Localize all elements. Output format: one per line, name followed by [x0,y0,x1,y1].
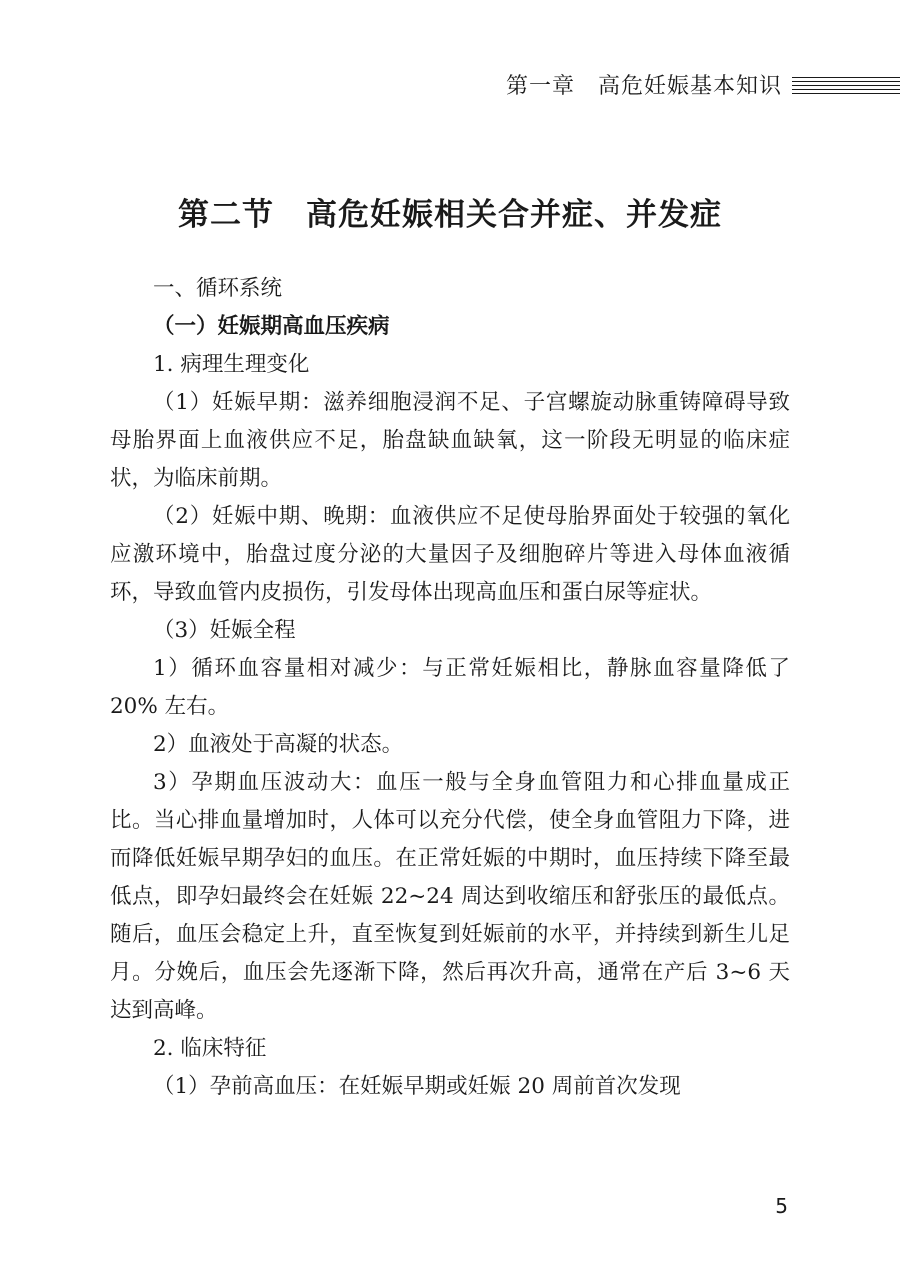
chapter-label: 第一章 高危妊娠基本知识 [505,74,782,99]
heading-pathophysiology: 1. 病理生理变化 [153,352,310,377]
list-item-blood-pressure: 3）孕期血压波动大：血压一般与全身血管阻力和心排血量成正比。当心排血量增加时，人体可以充分代偿，使全身血管阻力下降，进而降低妊娠早期孕妇的血压。在正常妊娠的中期时，血压持续下降至最低点，即孕妇最终会在妊娠 22~24 周达到收缩压和舒张压的最低点。随后，血压会稳定上升，直至恢复到妊娠前的水平，并持续到新生儿足月。分娩后，血压会先逐渐下降，然后再次升高，通常在产后 3~6 天达到高峰。 [110,770,790,1023]
paragraph-early-pregnancy: （1）妊娠早期：滋养细胞浸润不足、子宫螺旋动脉重铸障碍导致母胎界面上血液供应不足，胎盘缺血缺氧，这一阶段无明显的临床症状，为临床前期。 [110,390,790,491]
body-text [110,270,790,1106]
running-header [0,72,900,102]
heading-circulatory-system: 一、循环系统 [153,276,283,301]
list-item-blood-volume: 1）循环血容量相对减少：与正常妊娠相比，静脉血容量降低了 20% 左右。 [110,656,790,719]
section-title: 第二节 高危妊娠相关合并症、并发症 [178,196,722,233]
heading-hypertensive-disorders: （一）妊娠期高血压疾病 [153,314,390,339]
heading-clinical-features: 2. 临床特征 [153,1036,267,1061]
paragraph-whole-pregnancy: （3）妊娠全程 [153,618,296,643]
header-decorative-lines [792,77,900,97]
paragraph-mid-late-pregnancy: （2）妊娠中期、晚期：血液供应不足使母胎界面处于较强的氧化应激环境中，胎盘过度分泌的大量因子及细胞碎片等进入母体血液循环，导致血管内皮损伤，引发母体出现高血压和蛋白尿等症状。 [110,504,790,605]
paragraph-prepregnancy-hypertension: （1）孕前高血压：在妊娠早期或妊娠 20 周前首次发现 [153,1074,681,1099]
page-number: 5 [775,1194,788,1218]
list-item-hypercoagulable: 2）血液处于高凝的状态。 [153,732,404,757]
